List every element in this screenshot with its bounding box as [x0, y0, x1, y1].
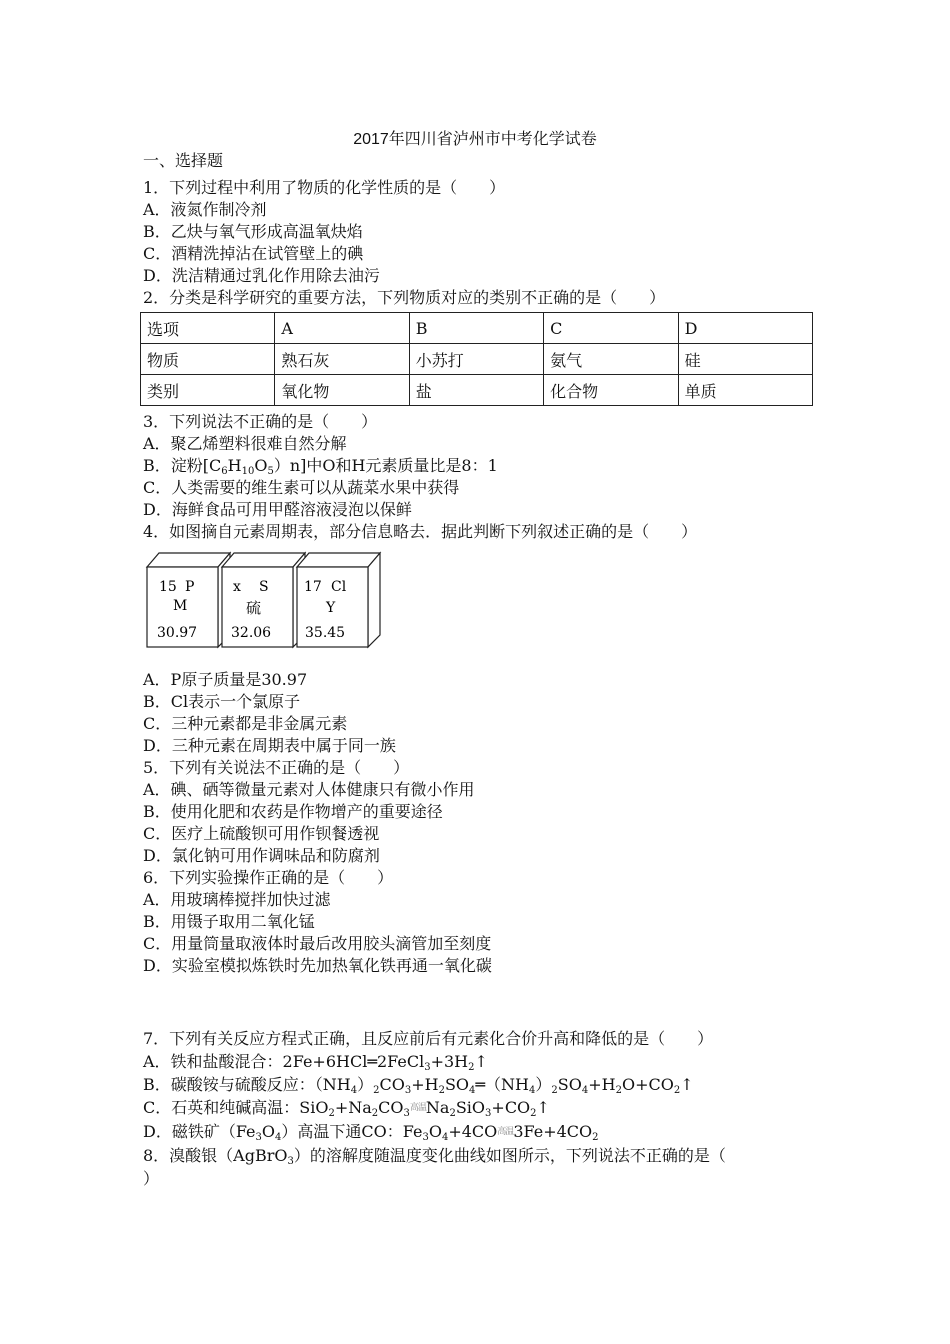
table-cell: C	[544, 313, 678, 344]
q3-stem: 3．下列说法不正确的是（ ）	[143, 412, 378, 431]
q3-option-c: C．人类需要的维生素可以从蔬菜水果中获得	[143, 478, 460, 497]
q6-option-c: C．用量筒量取液体时最后改用胶头滴管加至刻度	[143, 934, 492, 953]
q3-option-b: B．淀粉$[C_6H_{10}O_5)n$]中O和H元素质量比是8：1	[143, 456, 498, 477]
table-cell: 熟石灰	[275, 344, 409, 375]
atomic-mass: 30.97	[157, 625, 198, 641]
q8-stem: 8．溴酸银（AgBrO$_3$）的溶解度随温度变化曲线如图所示，下列说法不正确的是（	[143, 1146, 726, 1167]
q3-option-d: D．海鲜食品可用甲醛溶液浸泡以保鲜	[143, 500, 412, 519]
q1-option-a: A．液氮作制冷剂	[143, 200, 267, 219]
q7-option-c: C．石英和纯碱高温：$SiO_2+Na_2CO_3$高温$Na_2SiO_3+CO_2↑$	[143, 1098, 550, 1119]
page-title: 2017年四川省泸州市中考化学试卷	[353, 131, 597, 148]
q5-option-a: A．碘、硒等微量元素对人体健康只有微小作用	[143, 780, 475, 799]
atomic-number: 15	[159, 579, 177, 595]
table-row	[141, 344, 813, 375]
q4-option-b: B．Cl表示一个氯原子	[143, 692, 301, 711]
q5-option-b: B．使用化肥和农药是作物增产的重要途径	[143, 802, 443, 821]
q6-option-a: A．用玻璃棒搅拌加快过滤	[143, 890, 331, 909]
q1-option-c: C．酒精洗掉沾在试管壁上的碘	[143, 244, 364, 263]
table-cell: 单质	[678, 375, 812, 406]
q2-table	[140, 312, 813, 406]
q7-option-a: A．铁和盐酸混合：$2Fe+6HCl═2FeCl_3+3H_2↑$	[143, 1052, 488, 1073]
q1-option-d: D．洗洁精通过乳化作用除去油污	[143, 266, 380, 285]
table-cell: 化合物	[544, 375, 678, 406]
table-cell: D	[678, 313, 812, 344]
table-cell: 硅	[678, 344, 812, 375]
table-cell: 盐	[409, 375, 543, 406]
element-symbol: P	[185, 579, 195, 595]
table-cell: 氧化物	[275, 375, 409, 406]
reaction-condition: 高温	[409, 1103, 426, 1113]
q6-option-b: B．用镊子取用二氧化锰	[143, 912, 315, 931]
periodic-table-figure	[143, 547, 383, 652]
q3-option-a: A．聚乙烯塑料很难自然分解	[143, 434, 347, 453]
q1-stem: 1．下列过程中利用了物质的化学性质的是（ ）	[143, 178, 506, 197]
atomic-number: x	[233, 579, 241, 595]
q2-stem: 2．分类是科学研究的重要方法，下列物质对应的类别不正确的是（ ）	[143, 288, 666, 307]
q4-option-d: D．三种元素在周期表中属于同一族	[143, 736, 396, 755]
table-cell: B	[409, 313, 543, 344]
q8-stem-continued: ）	[143, 1169, 160, 1188]
q6-option-d: D．实验室模拟炼铁时先加热氧化铁再通一氧化碳	[143, 956, 492, 975]
table-cell: 小苏打	[409, 344, 543, 375]
atomic-mass: 35.45	[305, 625, 346, 641]
atomic-mass: 32.06	[231, 625, 272, 641]
table-row	[141, 375, 813, 406]
q7-option-d: D．磁铁矿$(Fe_3O_4)$高温下通CO：$Fe_3O_4+4CO$高温$3Fe+4CO_2$	[143, 1122, 599, 1143]
element-symbol: S	[259, 579, 269, 595]
element-symbol: Cl	[331, 579, 347, 595]
q7-option-b: B．碳酸铵与硫酸反应：$(NH_4)_2CO_3+H_2SO_4═(NH_4)_2SO_4+H_2O+CO_2↑$	[143, 1075, 694, 1096]
q5-option-d: D．氯化钠可用作调味品和防腐剂	[143, 846, 380, 865]
element-name: M	[173, 598, 188, 614]
table-cell: A	[275, 313, 409, 344]
q4-stem: 4．如图摘自元素周期表，部分信息略去．据此判断下列叙述正确的是（ ）	[143, 522, 698, 541]
section-heading: 一、选择题	[143, 151, 224, 170]
element-name: Y	[326, 600, 336, 616]
q6-stem: 6．下列实验操作正确的是（ ）	[143, 868, 394, 887]
reaction-condition: 高温	[497, 1127, 514, 1137]
q1-option-b: B．乙炔与氧气形成高温氧炔焰	[143, 222, 363, 241]
q7-stem: 7．下列有关反应方程式正确，且反应前后有元素化合价升高和降低的是（ ）	[143, 1029, 714, 1048]
periodic-cell-p	[147, 553, 230, 647]
table-cell: 氨气	[544, 344, 678, 375]
element-name: 硫	[246, 599, 262, 617]
q4-option-c: C．三种元素都是非金属元素	[143, 714, 348, 733]
table-cell: 类别	[141, 375, 275, 406]
table-cell: 选项	[141, 313, 275, 344]
table-row	[141, 313, 813, 344]
atomic-number: 17	[304, 579, 322, 595]
q4-option-a: A．P原子质量是30.97	[143, 670, 308, 689]
periodic-cell-cl	[297, 553, 380, 647]
q5-stem: 5．下列有关说法不正确的是（ ）	[143, 758, 410, 777]
table-cell: 物质	[141, 344, 275, 375]
q5-option-c: C．医疗上硫酸钡可用作钡餐透视	[143, 824, 380, 843]
periodic-cell-s	[222, 553, 305, 647]
